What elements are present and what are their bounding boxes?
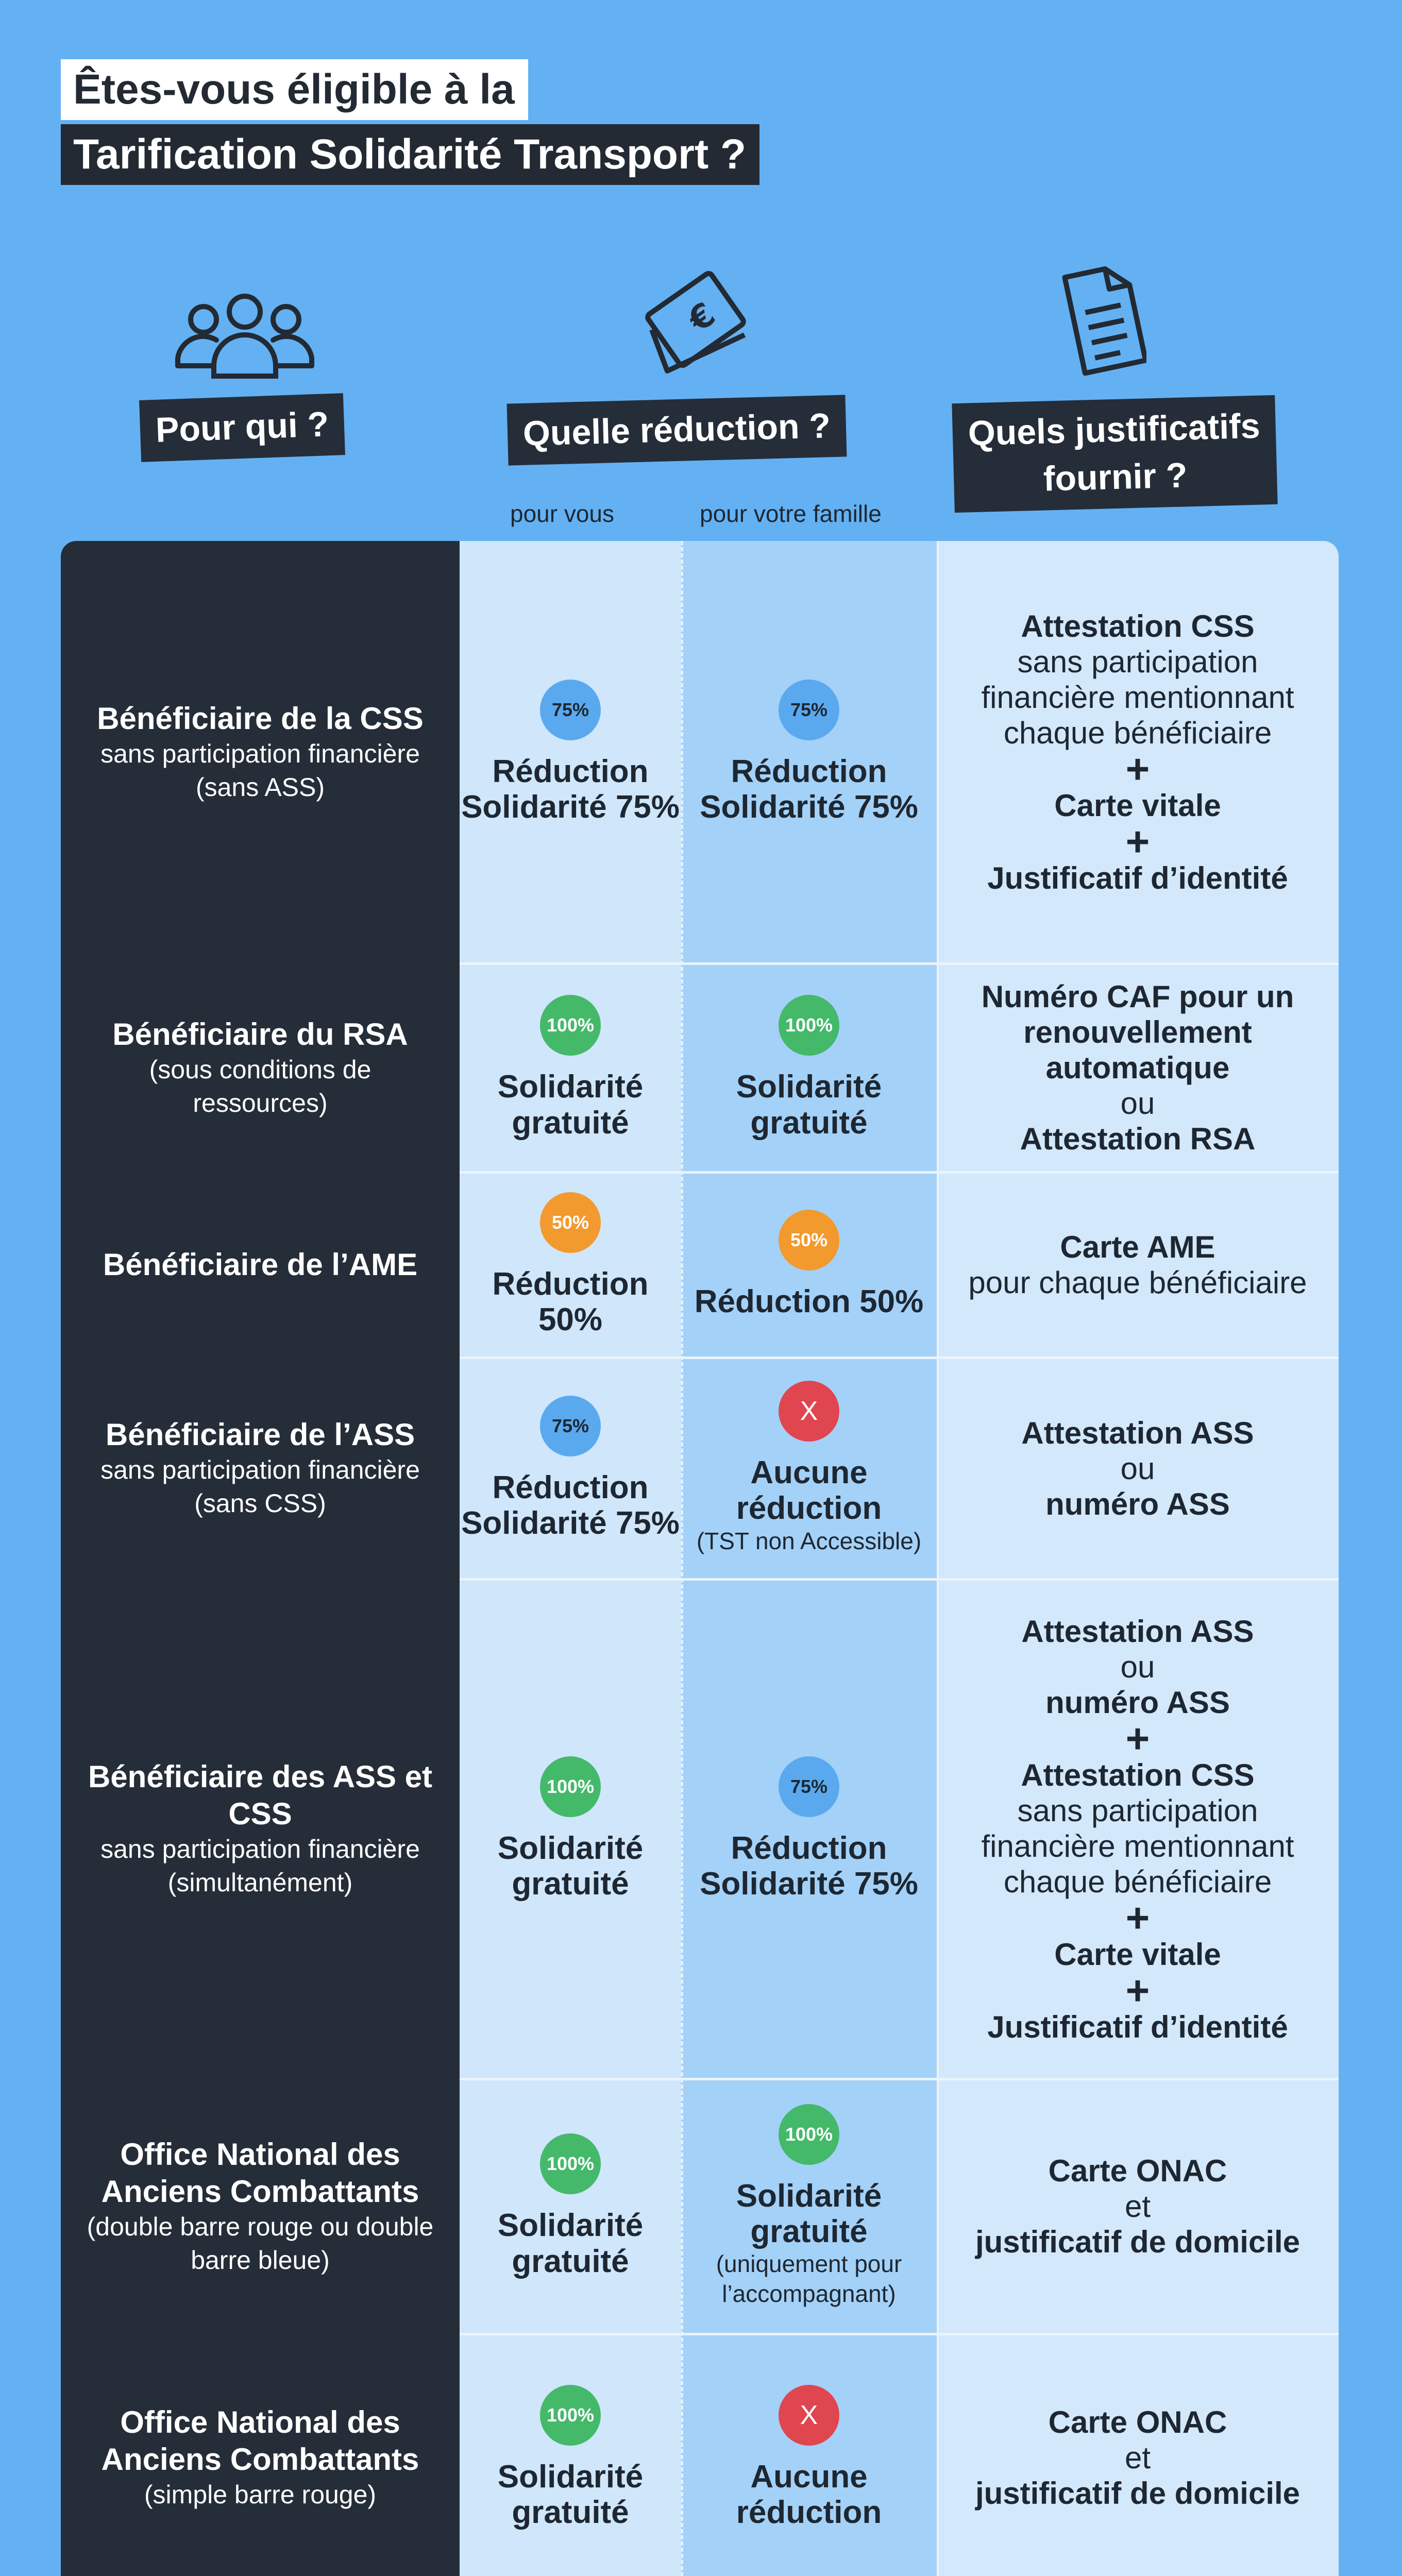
plus-sign: + [1125,819,1150,865]
reduction-label: Solidarité gratuité [497,1069,644,1141]
reduction-label: Solidarité gratuité [736,1069,882,1141]
cell-documents [937,2079,1339,2334]
header-docs [952,395,1277,513]
doc-item: Carte ONAC [1048,2404,1227,2439]
doc-connector: ou [1120,1086,1155,1121]
cell-documents [937,2334,1339,2576]
doc-item: numéro ASS [1045,1486,1230,1521]
cell-for-you [460,1172,681,1358]
cell-who [61,541,460,963]
cell-who [61,1579,460,2079]
eligibility-table [61,541,1339,2576]
cell-documents [937,963,1339,1172]
doc-item: Carte AME [1060,1230,1215,1264]
percent-badge: 100% [779,2104,839,2165]
doc-connector: et [1124,2189,1151,2224]
reduction-label: Réduction Solidarité 75% [700,753,918,825]
svg-text:€: € [681,295,722,340]
percent-badge: 100% [540,2133,601,2194]
table-row [61,541,1339,963]
reduction-label: Réduction Solidarité 75% [461,753,680,825]
reduction-label: Solidarité gratuité [497,2459,644,2530]
doc-connector: ou [1120,1649,1155,1684]
reduction-label: Aucune réduction [736,1454,882,1527]
no-reduction-icon: X [779,1381,839,1442]
doc-detail: pour chaque bénéficiaire [968,1265,1307,1300]
cell-for-family [681,2334,937,2576]
table-row [61,2334,1339,2576]
who-sub: (sous conditions de ressources) [149,1055,371,1117]
cell-for-you [460,541,681,963]
no-reduction-icon: X [779,2385,839,2446]
doc-item: Carte ONAC [1048,2154,1227,2188]
cell-who [61,1172,460,1358]
plus-sign: + [1125,1894,1150,1941]
doc-item: justificatif de domicile [975,2225,1300,2259]
percent-badge: 50% [779,1210,839,1270]
row-divider [460,962,1339,965]
doc-item: Carte vitale [1054,788,1221,823]
cell-for-you [460,1358,681,1579]
reduction-label: Réduction Solidarité 75% [700,1830,918,1902]
cell-for-you [460,2079,681,2334]
reduction-label: Aucune réduction [736,2459,882,2530]
who-sub: (double barre rouge ou double barre bleue) [87,2212,434,2275]
reduction-note: (uniquement pour l’accompagnant) [716,2250,902,2307]
row-divider [460,2333,1339,2335]
percent-badge: 50% [540,1192,601,1253]
doc-item: Attestation ASS [1021,1614,1254,1649]
cell-who [61,2079,460,2334]
cell-who [61,2334,460,2576]
doc-item: Justificatif d’identité [987,861,1288,895]
who-title: Office National des Anciens Combattants [101,2137,419,2209]
cell-who [61,1358,460,1579]
doc-item: Carte vitale [1054,1937,1221,1972]
table-row [61,1172,1339,1358]
doc-detail: sans participation financière mentionnant chaque bénéficiaire [981,1793,1294,1899]
cell-documents [937,1358,1339,1579]
subheader-for-family: pour votre famille [700,500,882,527]
title-line-2: Tarification Solidarité Transport ? [61,124,759,185]
header-who: Pour qui ? [139,393,345,462]
who-title: Bénéficiaire du RSA [112,1016,408,1052]
who-sub: sans participation financière (simultanément) [100,1835,420,1897]
doc-item: Attestation ASS [1021,1415,1254,1450]
doc-connector: et [1124,2440,1151,2475]
percent-badge: 75% [779,1756,839,1817]
people-icon [170,289,319,381]
banknote-euro-icon [631,252,765,386]
who-title: Bénéficiaire de l’ASS [105,1417,415,1452]
plus-sign: + [1125,746,1150,792]
doc-item: Attestation RSA [1020,1122,1256,1156]
cell-for-family [681,1358,937,1579]
cell-for-you [460,963,681,1172]
title [61,59,759,185]
plus-sign: + [1125,1715,1150,1761]
reduction-label: Solidarité gratuité [497,1830,644,1902]
header-docs-line-1: Quels justificatifs [967,406,1261,453]
doc-item: Attestation CSS [1021,1757,1255,1792]
cell-who [61,963,460,1172]
cell-for-family [681,1579,937,2079]
reduction-label: Réduction Solidarité 75% [461,1469,680,1541]
cell-for-you [460,1579,681,2079]
table-row [61,1579,1339,2079]
doc-item: Attestation CSS [1021,609,1255,643]
plus-sign: + [1125,1967,1150,2013]
percent-badge: 75% [540,1396,601,1456]
row-divider [460,1357,1339,1359]
doc-item: Numéro CAF pour un renouvellement automatique [981,979,1294,1085]
reduction-label: Solidarité gratuité [736,2178,882,2249]
who-title: Bénéficiaire de la CSS [97,701,424,736]
who-sub: sans participation financière (sans ASS) [100,739,420,802]
percent-badge: 75% [540,680,601,740]
cell-for-family [681,2079,937,2334]
doc-connector: ou [1120,1451,1155,1486]
cell-for-family [681,541,937,963]
row-divider [460,1578,1339,1581]
who-title: Office National des Anciens Combattants [101,2404,419,2477]
percent-badge: 100% [779,995,839,1056]
who-title: Bénéficiaire de l’AME [103,1247,418,1282]
percent-badge: 100% [540,995,601,1056]
cell-for-you [460,2334,681,2576]
cell-for-family [681,963,937,1172]
row-divider [460,2078,1339,2080]
percent-badge: 100% [540,2385,601,2446]
document-icon [1059,260,1146,379]
reduction-label: Solidarité gratuité [497,2208,644,2279]
table-row [61,2079,1339,2334]
who-sub: sans participation financière (sans CSS) [100,1455,420,1518]
reduction-label: Réduction 50% [694,1284,924,1320]
percent-badge: 100% [540,1756,601,1817]
cell-documents [937,1579,1339,2079]
cell-documents [937,1172,1339,1358]
row-divider [460,1171,1339,1174]
doc-item: justificatif de domicile [975,2476,1300,2511]
title-line-1: Êtes-vous éligible à la [61,59,528,120]
who-title: Bénéficiaire des ASS et CSS [88,1759,433,1831]
doc-item: Justificatif d’identité [987,2009,1288,2044]
cell-for-family [681,1172,937,1358]
subheader-for-you: pour vous [510,500,615,527]
percent-badge: 75% [779,680,839,740]
doc-item: numéro ASS [1045,1685,1230,1720]
table-row [61,963,1339,1172]
reduction-label: Réduction 50% [492,1266,649,1337]
header-reduction: Quelle réduction ? [507,395,847,465]
cell-documents [937,541,1339,963]
who-sub: (simple barre rouge) [144,2480,377,2509]
header-docs-line-2: fournir ? [1042,455,1188,499]
doc-detail: sans participation financière mentionnant chaque bénéficiaire [981,645,1294,750]
reduction-note: (TST non Accessible) [696,1527,922,1554]
table-row [61,1358,1339,1579]
